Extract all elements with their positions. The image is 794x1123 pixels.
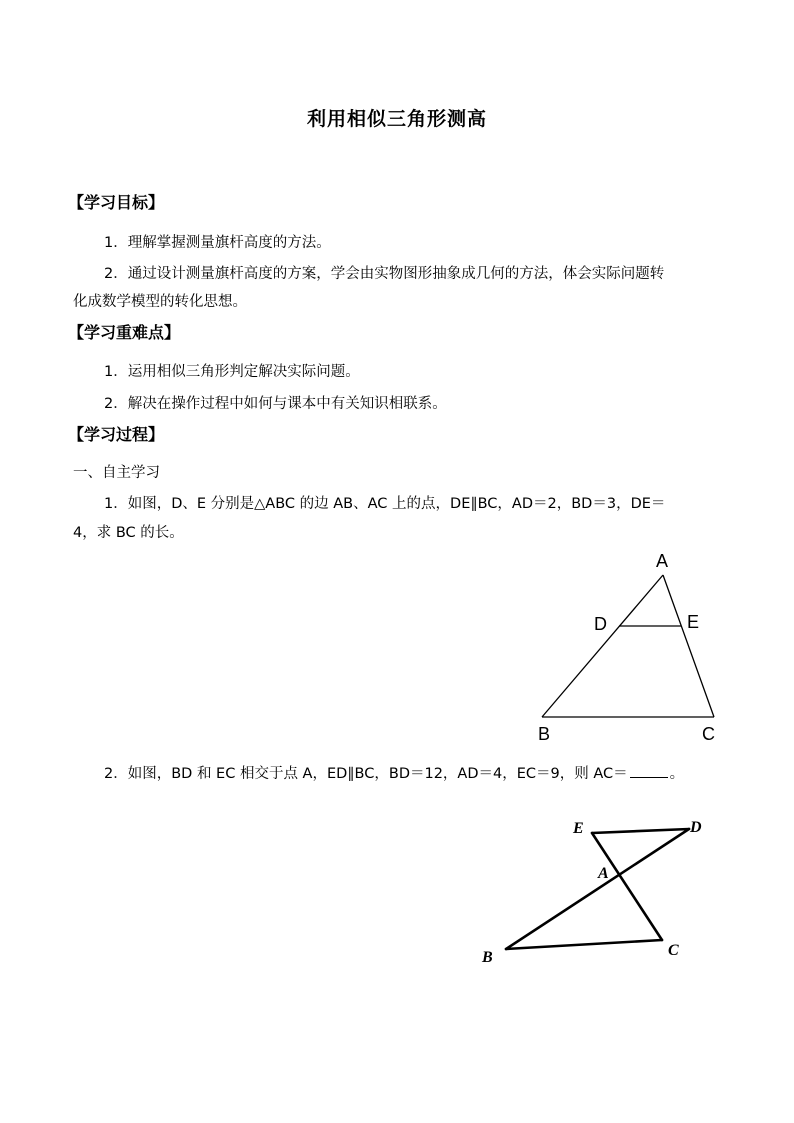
label-b: B — [482, 949, 493, 966]
segment-bc — [506, 940, 662, 949]
label-d: D — [690, 819, 702, 836]
answer-blank[interactable] — [630, 763, 668, 778]
label-b: B — [538, 724, 551, 744]
key-points-item-1: 1．运用相似三角形判定解决实际问题。 — [104, 364, 360, 380]
label-a: A — [598, 865, 609, 882]
question-1-line-1: 1．如图，D、E 分别是△ABC 的边 AB、AC 上的点，DE∥BC，AD＝2，BD＝3，DE＝ — [104, 496, 666, 512]
goals-item-2-line-2: 化成数学模型的转化思想。 — [73, 294, 247, 310]
segment-ed — [592, 829, 689, 833]
segment-ac — [663, 575, 714, 717]
key-points-item-2: 2．解决在操作过程中如何与课本中有关知识相联系。 — [104, 396, 447, 412]
goals-item-2-line-1: 2．通过设计测量旗杆高度的方案，学会由实物图形抽象成几何的方法，体会实际问题转 — [104, 266, 665, 282]
goals-item-1: 1．理解掌握测量旗杆高度的方法。 — [104, 235, 331, 251]
question-2 — [104, 763, 759, 784]
label-d: D — [594, 614, 607, 634]
label-e: E — [573, 820, 584, 837]
figure-2-crossing-lines — [470, 805, 740, 980]
key-points-heading: 【学习重难点】 — [68, 323, 181, 342]
process-heading: 【学习过程】 — [68, 425, 165, 444]
process-subheading: 一、自主学习 — [73, 465, 160, 481]
label-e: E — [687, 612, 700, 632]
label-a: A — [656, 551, 669, 571]
question-2-end: 。 — [669, 766, 685, 782]
label-c: C — [702, 724, 715, 744]
figure-1-triangle — [530, 545, 730, 745]
segment-db — [506, 829, 689, 949]
goals-heading: 【学习目标】 — [68, 193, 165, 212]
page-title: 利用相似三角形测高 — [306, 108, 487, 130]
label-c: C — [668, 942, 679, 959]
segment-ab — [542, 575, 663, 717]
question-2-text: 2．如图，BD 和 EC 相交于点 A，ED∥BC，BD＝12，AD＝4，EC＝9，则 AC＝ — [104, 766, 628, 782]
question-1-line-2: 4，求 BC 的长。 — [73, 525, 184, 541]
